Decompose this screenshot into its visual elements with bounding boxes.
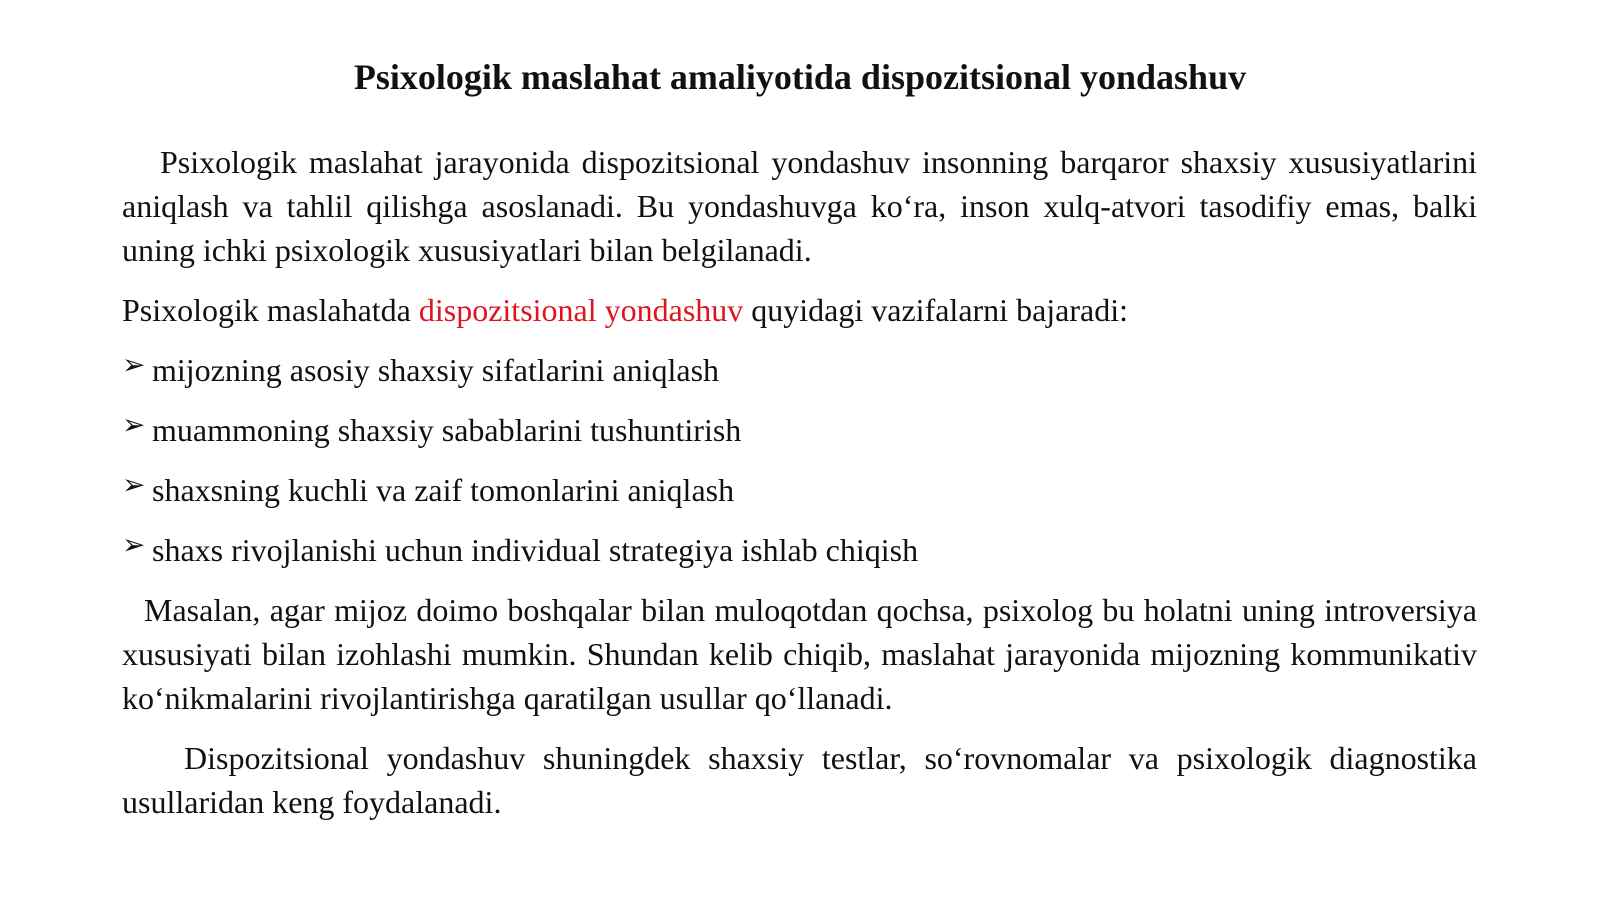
tasks-list [122,348,1477,572]
methods-paragraph: Dispozitsional yondashuv shuningdek shaxsiy testlar, so‘rovnomalar va psixologik diagnostika usullaridan keng foydalanadi. [122,740,1477,820]
list-item [122,348,1477,392]
list-item-text: mijozning asosiy shaxsiy sifatlarini aniqlash [152,352,720,388]
tasks-intro-text-before: Psixologik maslahatda [122,292,419,328]
list-item-text: muammoning shaxsiy sabablarini tushuntirish [152,412,742,448]
arrowhead-icon: ➢ [122,468,146,501]
list-item [122,468,1477,512]
list-item [122,408,1477,452]
list-item-text: shaxsning kuchli va zaif tomonlarini aniqlash [152,472,735,508]
slide-title: Psixologik maslahat amaliyotida dispozitsional yondashuv [353,57,1247,97]
arrowhead-icon: ➢ [122,408,146,441]
slide-body [122,140,1477,824]
intro-paragraph: Psixologik maslahat jarayonida dispozitsional yondashuv insonning barqaror shaxsiy xususiyatlarini aniqlash va tahlil qilishga asoslanadi. Bu yondashuvga ko‘ra, inson xulq-atvori tasodifiy emas, balki uning ichki psixologik xususiyatlari bilan belgilanadi. [122,144,1477,268]
tasks-intro-paragraph [122,288,1477,332]
tasks-intro-text-after: quyidagi vazifalarni bajaradi: [743,292,1128,328]
list-item [122,528,1477,572]
example-paragraph: Masalan, agar mijoz doimo boshqalar bilan muloqotdan qochsa, psixolog bu holatni uning introversiya xususiyati bilan izohlashi mumkin. Shundan kelib chiqib, maslahat jarayonida mijozning kommunikativ ko‘nikmalarini rivojlantirishga qaratilgan usullar qo‘llanadi. [122,592,1477,716]
arrowhead-icon: ➢ [122,528,146,561]
highlighted-term: dispozitsional yondashuv [418,292,744,328]
list-item-text: shaxs rivojlanishi uchun individual strategiya ishlab chiqish [152,532,919,568]
arrowhead-icon: ➢ [122,348,146,381]
